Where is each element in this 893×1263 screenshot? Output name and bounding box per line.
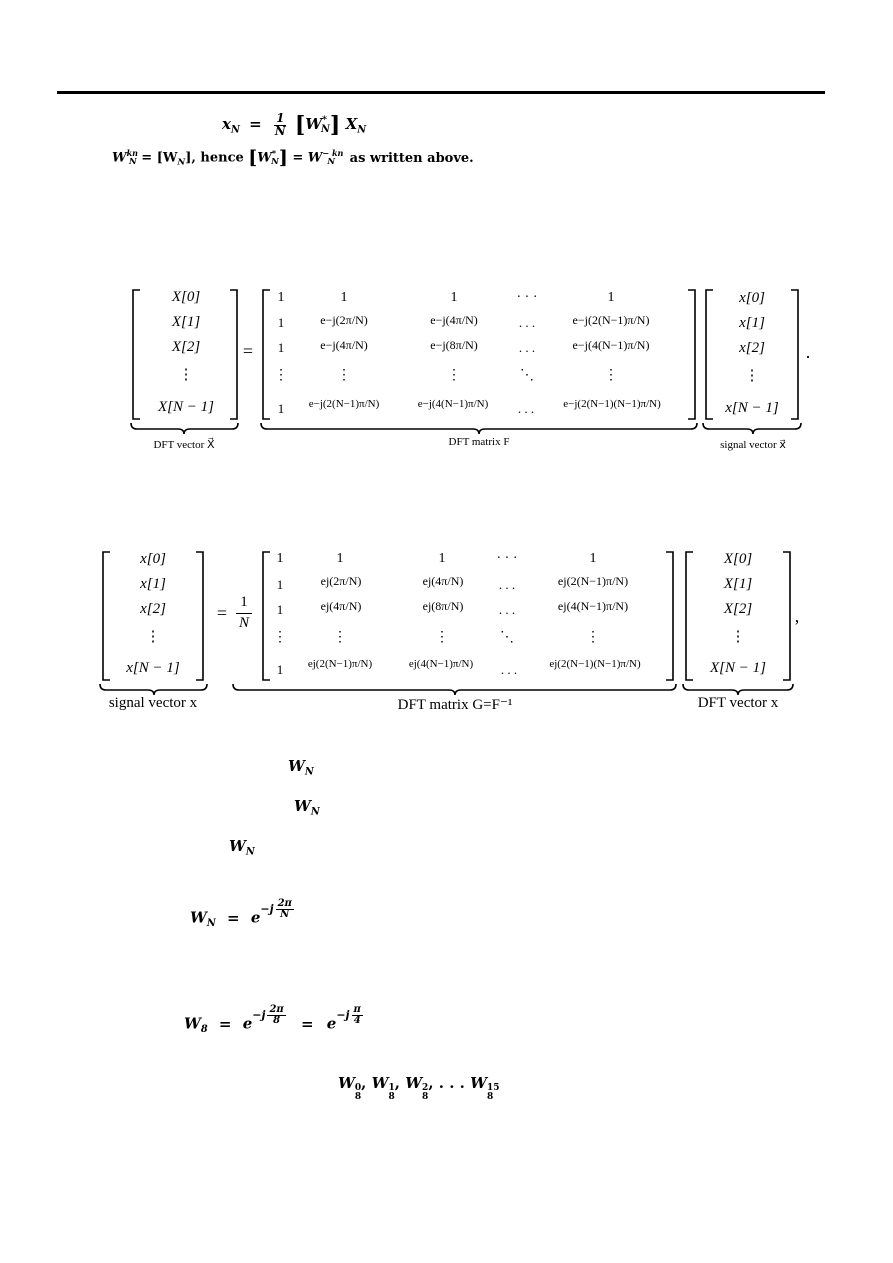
idft-lhs-1: x[1] [140,576,166,592]
idft-lhs-2: x[2] [140,601,166,617]
dft-m-1-2: e−j(4π/N) [430,313,478,327]
idft-label-0: signal vector x [108,695,198,711]
idft-comma: , [794,606,800,626]
dft-m-2-0: 1 [277,340,285,355]
dft-m-3-0: ⋮ [274,368,288,383]
idft-m-4-3: . . . [500,662,518,677]
hence-line: $W^{kn}_N = [W_N]$, hence $[W^*_N] = W^{- kn}_N$ as written above. [112,147,474,169]
dft-label-2: signal vector x⃗ [720,439,786,451]
dft-equals: = [242,341,254,361]
dft-m-3-2: ⋮ [447,368,461,383]
idft-label-1: DFT matrix G=F⁻¹ [397,697,513,713]
dft-m-4-3: . . . [517,401,535,416]
dft-lhs-1: X[1] [171,314,201,330]
idft-m-0-3: · · · [496,551,518,566]
dft-m-3-4: ⋮ [604,368,618,383]
idft-m-4-2: ej(4(N−1)π/N) [408,658,474,670]
dft-rhs-2: x[2] [739,340,765,356]
idft-m-2-2: ej(8π/N) [422,599,464,613]
idft-m-1-3: . . . [498,577,516,592]
idft-m-4-4: ej(2(N−1)(N−1)π/N) [549,658,641,670]
idft-m-2-1: ej(4π/N) [320,599,362,613]
idft-lhs-4: x[N − 1] [126,660,180,676]
dft-m-1-3: . . . [518,315,536,330]
dft-m-1-0: 1 [277,315,285,330]
dft-m-4-4: e−j(2(N−1)(N−1)π/N) [563,398,661,410]
dft-m-4-0: 1 [277,401,285,416]
dft-lhs-3: ⋮ [178,367,194,383]
wn-symbol-3: $W_N$ [229,837,255,858]
wn-definition: $W_N = e-j$ $\frac{2\pi}{N}$ [190,898,292,929]
wn-symbol-1: $W_N$ [288,757,314,778]
dft-rhs-0: x[0] [739,290,765,306]
idft-m-3-1: ⋮ [333,630,347,645]
dft-m-2-4: e−j(4(N−1)π/N) [572,338,650,352]
top-equation: $x_N$ = $\frac{1}{N}$ $[W^*_N]$ $X_N$ [222,110,367,138]
idft-m-2-4: ej(4(N−1)π/N) [557,599,629,613]
dft-label-0: DFT vector X⃗ [153,439,215,451]
idft-rhs-0: X[0] [723,551,753,567]
idft-rhs-2: X[2] [723,601,753,617]
dft-period: . [805,342,811,362]
idft-rhs-4: X[N − 1] [710,660,766,676]
idft-m-2-3: . . . [498,602,516,617]
dft-m-1-4: e−j(2(N−1)π/N) [572,313,650,327]
idft-rhs-1: X[1] [723,576,753,592]
dft-m-0-2: 1 [450,290,458,305]
idft-m-2-0: 1 [276,602,284,617]
dft-lhs-0: X[0] [171,289,201,305]
idft-m-0-4: 1 [589,551,597,566]
dft-m-1-1: e−j(2π/N) [320,313,368,327]
dft-m-3-1: ⋮ [337,368,351,383]
dft-lhs-4: X[N − 1] [158,399,214,415]
w8-power-list: W 0 8 , W 1 8 , W 2 8 , . . . W 15 8 [338,1074,500,1102]
dft-m-0-4: 1 [607,290,615,305]
idft-lhs-0: x[0] [140,551,166,567]
idft-m-0-0: 1 [276,551,284,566]
idft-m-0-2: 1 [438,551,446,566]
dft-lhs-2: X[2] [171,339,201,355]
idft-frac-num: 1 [240,594,248,610]
dft-rhs-3: ⋮ [744,368,760,384]
idft-rhs-3: ⋮ [730,629,746,645]
dft-m-2-3: . . . [518,340,536,355]
dft-m-0-3: · · · [516,290,538,305]
dft-m-2-1: e−j(4π/N) [320,338,368,352]
idft-m-0-1: 1 [336,551,344,566]
idft-m-1-1: ej(2π/N) [320,574,362,588]
dft-label-1: DFT matrix F [448,436,510,448]
dft-rhs-4: x[N − 1] [725,400,779,416]
dft-m-0-1: 1 [340,290,348,305]
idft-m-4-0: 1 [276,662,284,677]
idft-label-2: DFT vector x [697,695,779,711]
wn-symbol-2: $W_N$ [294,797,320,818]
dft-m-3-3: ⋱ [520,368,534,383]
dft-m-2-2: e−j(8π/N) [430,338,478,352]
idft-m-4-1: ej(2(N−1)π/N) [307,658,373,670]
dft-m-0-0: 1 [277,290,285,305]
idft-equals: = [216,603,228,623]
idft-m-3-3: ⋱ [500,630,514,645]
idft-frac-bar [236,613,252,614]
idft-frac-den: N [238,615,250,631]
idft-m-3-4: ⋮ [586,630,600,645]
dft-m-4-1: e−j(2(N−1)π/N) [308,398,380,410]
idft-m-1-0: 1 [276,577,284,592]
idft-m-3-2: ⋮ [435,630,449,645]
w8-definition: $W_8 = e-j$ $\frac{2\pi}{8}$ = e−j $\frac{\pi}{4}$ [184,1004,361,1035]
idft-m-1-2: ej(4π/N) [422,574,464,588]
idft-m-3-0: ⋮ [273,630,287,645]
idft-lhs-3: ⋮ [145,629,161,645]
idft-m-1-4: ej(2(N−1)π/N) [557,574,629,588]
dft-rhs-1: x[1] [739,315,765,331]
dft-m-4-2: e−j(4(N−1)π/N) [417,398,489,410]
